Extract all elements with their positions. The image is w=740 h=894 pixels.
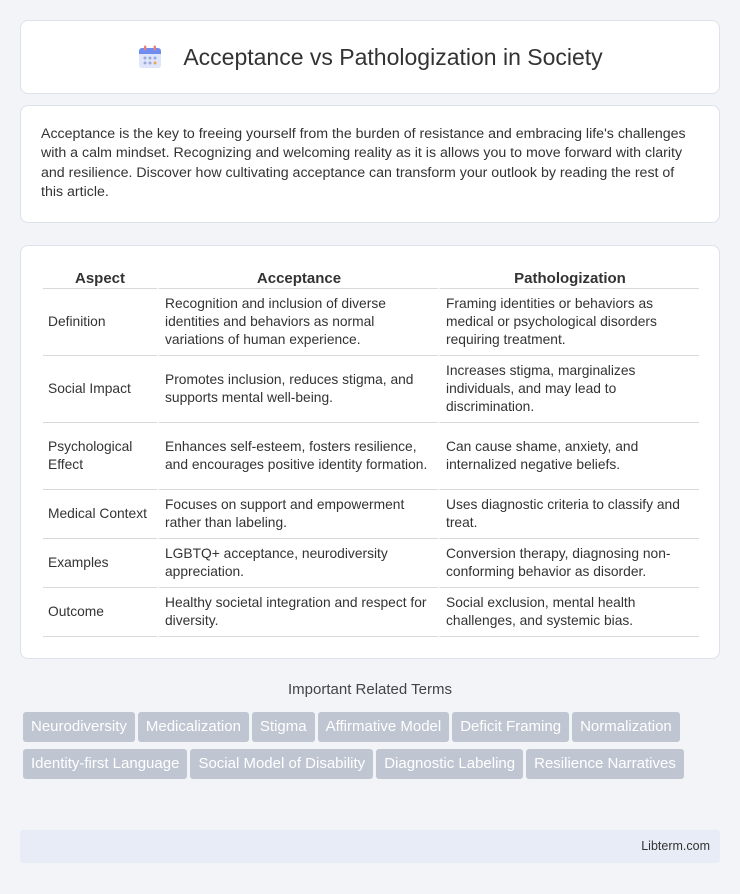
row-acceptance: Focuses on support and empowerment rather than labeling. — [157, 490, 438, 539]
header-aspect: Aspect — [43, 268, 157, 289]
row-aspect: Psychological Effect — [43, 423, 157, 490]
table-row — [43, 539, 699, 588]
row-aspect: Outcome — [43, 588, 157, 637]
row-pathologization: Uses diagnostic criteria to classify and treat. — [438, 490, 699, 539]
header-card — [20, 20, 720, 94]
tag-neurodiversity[interactable]: Neurodiversity — [23, 712, 135, 742]
comparison-table — [43, 268, 699, 637]
tag-affirmative-model[interactable]: Affirmative Model — [318, 712, 450, 742]
tag-stigma[interactable]: Stigma — [252, 712, 315, 742]
table-row — [43, 490, 699, 539]
intro-card — [20, 105, 720, 223]
row-acceptance: LGBTQ+ acceptance, neurodiversity appreciation. — [157, 539, 438, 588]
tag-identity-first-language[interactable]: Identity-first Language — [23, 749, 187, 779]
row-pathologization: Can cause shame, anxiety, and internalized negative beliefs. — [438, 423, 699, 490]
tag-diagnostic-labeling[interactable]: Diagnostic Labeling — [376, 749, 523, 779]
footer — [20, 830, 720, 863]
row-aspect: Medical Context — [43, 490, 157, 539]
row-pathologization: Social exclusion, mental health challenges, and systemic bias. — [438, 588, 699, 637]
table-row — [43, 356, 699, 423]
row-pathologization: Framing identities or behaviors as medical or psychological disorders requiring treatment. — [438, 289, 699, 356]
related-terms-title: Important Related Terms — [288, 681, 452, 698]
row-aspect: Examples — [43, 539, 157, 588]
row-acceptance: Healthy societal integration and respect for diversity. — [157, 588, 438, 637]
intro-text: Acceptance is the key to freeing yourself from the burden of resistance and embracing life's challenges with a calm mindset. Recognizing and welcoming reality as it is allows you to move forward with clarity and resilience. Discover how cultivating acceptance can transform your outlook by reading the rest of this article. — [41, 126, 686, 201]
comparison-card — [20, 245, 720, 659]
header-pathologization: Pathologization — [438, 268, 699, 289]
tag-social-model-of-disability[interactable]: Social Model of Disability — [190, 749, 373, 779]
tag-medicalization[interactable]: Medicalization — [138, 712, 249, 742]
row-aspect: Social Impact — [43, 356, 157, 423]
row-pathologization: Conversion therapy, diagnosing non-conforming behavior as disorder. — [438, 539, 699, 588]
table-row — [43, 423, 699, 490]
row-acceptance: Promotes inclusion, reduces stigma, and supports mental well-being. — [157, 356, 438, 423]
header-acceptance: Acceptance — [157, 268, 438, 289]
row-pathologization: Increases stigma, marginalizes individuals, and may lead to discrimination. — [438, 356, 699, 423]
tag-resilience-narratives[interactable]: Resilience Narratives — [526, 749, 684, 779]
row-acceptance: Recognition and inclusion of diverse identities and behaviors as normal variations of human experience. — [157, 289, 438, 356]
table-header-row — [43, 268, 699, 289]
page-title: Acceptance vs Pathologization in Society — [183, 43, 603, 70]
tag-deficit-framing[interactable]: Deficit Framing — [452, 712, 569, 742]
table-row — [43, 588, 699, 637]
calendar-icon — [137, 44, 163, 70]
table-row — [43, 289, 699, 356]
row-aspect: Definition — [43, 289, 157, 356]
row-acceptance: Enhances self-esteem, fosters resilience, and encourages positive identity formation. — [157, 423, 438, 490]
footer-site-link[interactable]: Libterm.com — [641, 839, 710, 853]
tag-normalization[interactable]: Normalization — [572, 712, 680, 742]
related-terms-list — [23, 712, 723, 786]
